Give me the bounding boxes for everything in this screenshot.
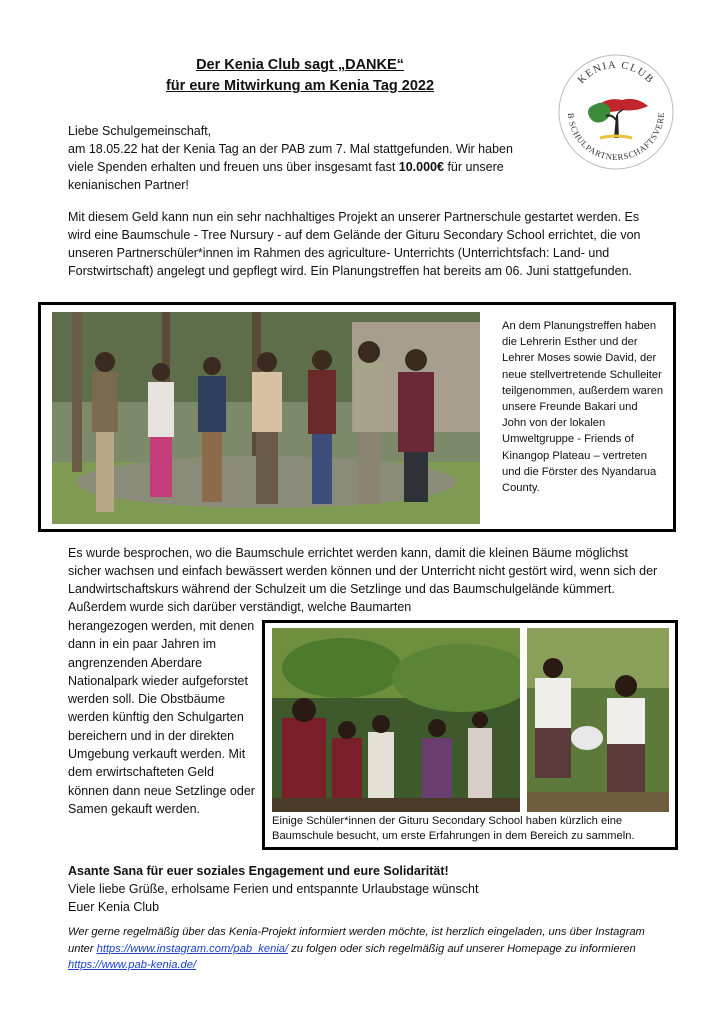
logo-ring-bottom: B SCHULPARTNERSCHAFTSVERE — [565, 111, 667, 163]
students-caption: Einige Schüler*innen der Gituru Secondary School haben kürzlich eine Baumschule besucht, um erste Erfahrungen in dem Bereich zu sammeln. — [272, 815, 635, 842]
intro-text-end: für unsere kenianischen Partner! — [68, 160, 504, 192]
logo-ring-top: KENIA CLUB — [576, 59, 656, 87]
intro-paragraph — [68, 122, 538, 194]
discussion-paragraph: Es wurde besprochen, wo die Baumschule errichtet werden kann, damit die kleinen Bäume möglichst sicher wachsen und einfach bewässert werden können und der Unterricht nicht gestört wird, wenn sich der Landwirtschaftskurs während der Schulzeit um die Setzlinge und das Baumschulgelände kümmert. Außerdem wurde sich darüber verständigt, welche Baumarten — [68, 546, 658, 614]
donation-amount: 10.000€ — [398, 160, 444, 174]
closing-section — [68, 862, 668, 916]
title-line-2: für eure Mitwirkung am Kenia Tag 2022 — [165, 78, 435, 94]
greeting: Liebe Schulgemeinschaft, — [68, 124, 212, 138]
students-watering-photo — [527, 628, 669, 812]
footer-text-2: zu folgen oder sich regelmäßig auf unserer Homepage zu informieren — [288, 942, 636, 955]
students-nursery-photo — [272, 628, 520, 812]
meeting-photo — [52, 312, 480, 524]
instagram-link[interactable]: https://www.instagram.com/pab_kenia/ — [96, 942, 289, 955]
closing-thanks: Asante Sana für euer soziales Engagement und eure Solidarität! — [68, 864, 449, 878]
title-line-1: Der Kenia Club sagt „DANKE“ — [196, 57, 404, 73]
project-paragraph: Mit diesem Geld kann nun ein sehr nachhaltiges Projekt an unserer Partnerschule gestartet werden. Es wird eine Baumschule - Tree Nursury - auf dem Gelände der Gituru Secondary School errichtet, die von unseren Partnerschüler*innen im Rahmen des agriculture- Unterrichts (Unterrichtsfach: Land- und Forstwirtschaft) angelegt und gepflegt wird. Ein Planungstreffen hat bereits am 06. Juni stattgefunden. — [68, 210, 641, 278]
closing-greetings: Viele liebe Grüße, erholsame Ferien und entspannte Urlaubstage wünscht — [68, 882, 479, 896]
continuation-column: herangezogen werden, mit denen dann in ein paar Jahren im angrenzenden Aberdare Nationalpark wieder aufgeforstet werden soll. Die Obstbäume werden künftig den Schulgarten bereichern und in der direkten Umgebung verkauft werden. Mit dem erwirtschafteten Geld können dann neue Setzlinge oder Samen gekauft werden. — [68, 619, 255, 816]
meeting-caption: An dem Planungstreffen haben die Lehrerin Esther und der Lehrer Moses sowie David, der neue stellvertretende Schulleiter teilgenommen, außerdem waren unsere Freunde Bakari und John von der lokalen Umweltgruppe - Friends of Kinangop Plateau – vertreten und die Förster des Nyandarua County. — [502, 320, 664, 495]
page-title — [120, 55, 480, 97]
footer-note — [68, 924, 668, 974]
closing-signature: Euer Kenia Club — [68, 900, 160, 914]
footer-text-1: Wer gerne regelmäßig über das Kenia-Projekt informiert werden möchte, ist herzlich eingeladen, uns über Instagram unter — [68, 926, 645, 955]
homepage-link[interactable]: https://www.pab-kenia.de/ — [68, 959, 197, 971]
intro-text: am 18.05.22 hat der Kenia Tag an der PAB zum 7. Mal stattgefunden. Wir haben viele Spenden erhalten und freuen uns über insgesamt fast — [68, 142, 513, 174]
kenia-club-logo — [556, 52, 676, 172]
